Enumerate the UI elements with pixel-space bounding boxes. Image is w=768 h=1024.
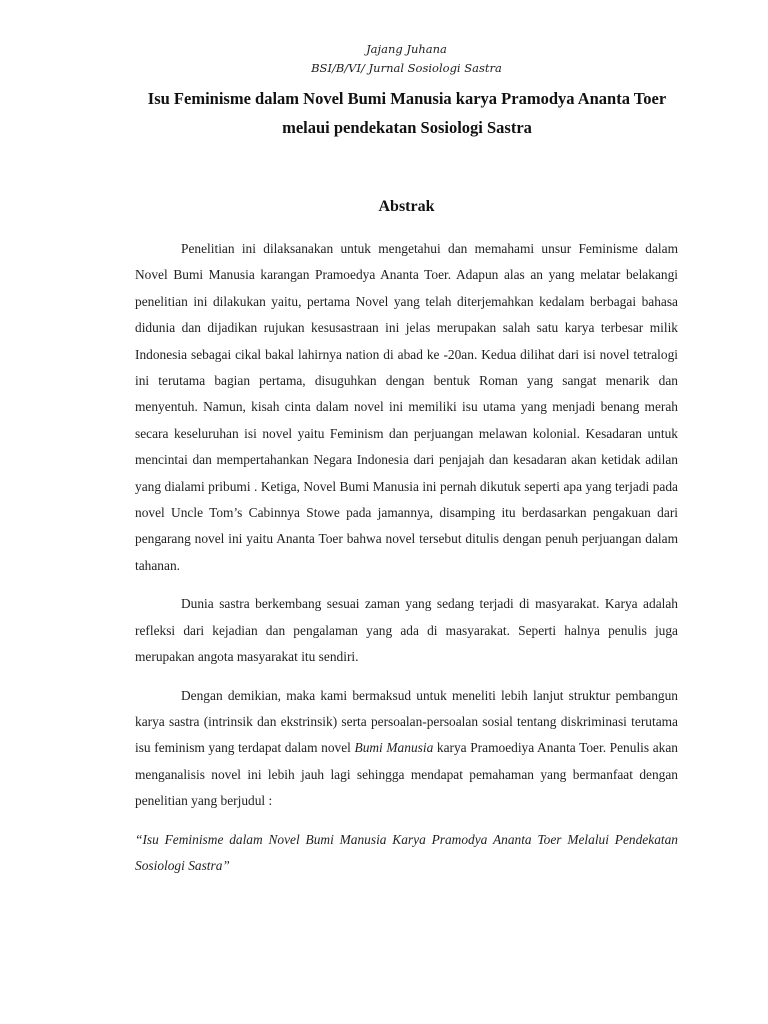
abstract-paragraph-1: Penelitian ini dilaksanakan untuk mengetahui dan memahami unsur Feminisme dalam Novel Bumi Manusia karangan Pramoedya Ananta Toer. Adapun alas an yang melatar belakangi penelitian ini dilakukan yaitu, pertama Novel yang telah diterjemahkan kedalam berbagai bahasa didunia dan dijadikan rujukan kesusastraan ini jelas merupakan salah satu karya terbesar milik Indonesia sebagai cikal bakal lahirnya nation di abad ke -20an. Kedua dilihat dari isi novel tetralogi ini terutama bagian pertama, disuguhkan dengan bentuk Roman yang sangat menarik dan menyentuh. Namun, kisah cinta dalam novel ini memiliki isu utama yang menjadi benang merah secara keseluruhan isi novel yaitu Feminism dan perjuangan melawan kolonial. Kesadaran untuk mencintai dan mempertahankan Negara Indonesia dari penjajah dan kesadaran akan ketidak adilan yang dialami pribumi . Ketiga, Novel Bumi Manusia ini pernah dikutuk seperti apa yang terjadi pada novel Uncle Tom’s Cabinnya Stowe pada jamannya, disamping itu berdasarkan pengakuan dari pengarang novel ini yaitu Ananta Toer bahwa novel tersebut ditulis dengan penuh perjuangan dalam tahanan.	[135, 241, 678, 573]
author-name: Jajang Juhana	[366, 42, 447, 56]
document-page	[135, 40, 678, 893]
paragraph-3-text-start: Dengan demikian, maka kami bermaksud untuk meneliti lebih lanjut struktur pembangun karya sastra (intrinsik dan ekstrinsik) serta persoalan-persoalan sosial tentang diskriminasi terutama isu feminism yang terdapat dalam novel	[135, 687, 678, 756]
quoted-research-title: “Isu Feminisme dalam Novel Bumi Manusia Karya Pramodya Ananta Toer Melalui Pendekatan Sosiologi Sastra”	[135, 831, 678, 873]
paper-title	[107, 84, 707, 142]
paper-title-line-1: Isu Feminisme dalam Novel Bumi Manusia karya Pramodya Ananta Toer	[147, 89, 667, 108]
abstract-paragraph-3	[135, 683, 678, 815]
novel-title-emphasis: Bumi Manusia	[354, 740, 434, 756]
course-label: BSI/B/VI/ Jurnal Sosiologi Sastra	[311, 61, 502, 75]
abstract-paragraph-2: Dunia sastra berkembang sesuai zaman yang sedang terjadi di masyarakat. Karya adalah refleksi dari kejadian dan pengalaman yang ada di masyarakat. Seperti halnya penulis juga merupakan angota masyarakat itu sendiri.	[135, 596, 678, 665]
abstract-heading: Abstrak	[378, 198, 435, 215]
paper-title-line-2: melaui pendekatan Sosiologi Sastra	[282, 118, 532, 137]
abstract-body	[135, 236, 678, 879]
paragraph-3-text-end: karya Pramoediya Ananta Toer. Penulis akan menganalisis novel ini lebih jauh lagi sehingga mendapat pemahaman yang bermanfaat dengan penelitian yang berjudul :	[135, 740, 678, 809]
